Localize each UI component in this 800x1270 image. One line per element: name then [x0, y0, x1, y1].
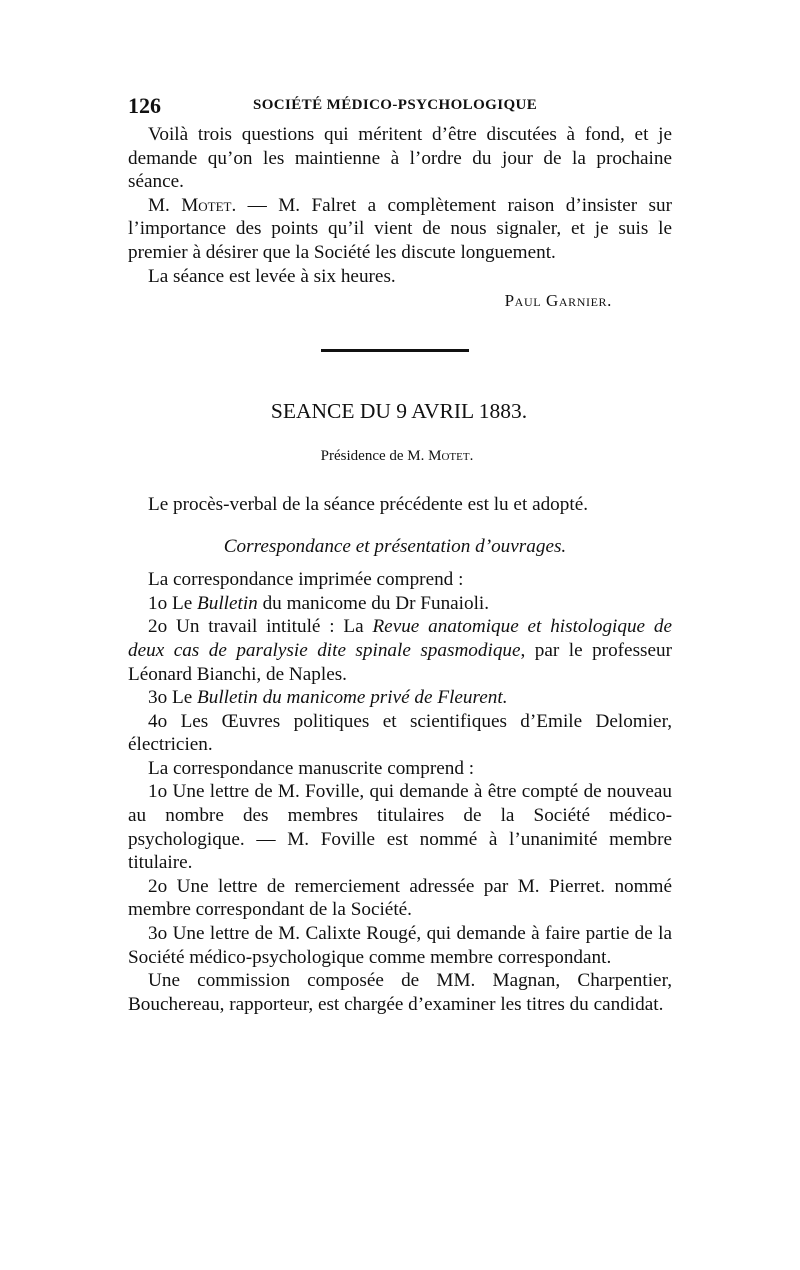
signature: Paul Garnier. — [504, 291, 612, 311]
manuscript-intro: La correspondance manuscrite comprend : — [148, 757, 475, 779]
printed-intro: La correspondance imprimée comprend : — [148, 569, 464, 591]
manuscript-item-2: 2o Une lettre de remerciement adressée par M. Pierret. nommé membre correspondant de la Société. — [128, 875, 672, 921]
printed-item-2-prefix: 2o Un travail intitulé : La — [148, 616, 373, 638]
printed-item-4: 4o Les Œuvres politiques et scientifiques d’Emile Delomier, électricien. — [128, 710, 672, 756]
commission-paragraph: Une commission composée de MM. Magnan, Charpentier, Bouchereau, rapporteur, est chargée d’examiner les titres du candidat. — [128, 970, 672, 1015]
spacer — [128, 469, 672, 493]
printed-item-1-suffix: du manicome du Dr Funaioli. — [257, 592, 490, 614]
paragraph-questions: Voilà trois questions qui méritent d’être discutées à fond, et je demande qu’on les maintienne à l’ordre du jour de la prochaine séance. — [128, 124, 672, 193]
manuscript-item-3: 3o Une lettre de M. Calixte Rougé, qui demande à faire partie de la Société médico-psychologique comme membre correspondant. — [128, 923, 672, 968]
printed-item-1 — [128, 592, 672, 616]
section-heading: Correspondance et présentation d’ouvrages. — [223, 535, 567, 557]
presidency-prefix: Présidence de M. — [320, 448, 429, 465]
book-page — [128, 93, 672, 1016]
manuscript-item-1: 1o Une lettre de M. Foville, qui demande à être compté de nouveau au nombre des membres titulaires de la Société médico-psychologique. — M. Foville est nommé à l’unanimité membre titulaire. — [128, 781, 672, 874]
running-title: SOCIÉTÉ MÉDICO-PSYCHOLOGIQUE — [253, 97, 538, 113]
presidency-line — [125, 445, 669, 469]
page-number: 126 — [128, 93, 161, 118]
printed-item-1-prefix: 1o Le — [148, 592, 198, 614]
section-divider — [321, 349, 469, 352]
president-name: Motet — [428, 448, 470, 465]
paragraph-motet-reply — [128, 194, 672, 265]
session-title: SEANCE DU 9 AVRIL 1883. — [270, 398, 528, 423]
paragraph-closing: La séance est levée à six heures. — [148, 265, 396, 287]
printed-item-2-suffix: , par le professeur Léonard Bianchi, de Naples. — [128, 639, 672, 685]
paragraph-minutes: Le procès-verbal de la séance précédente est lu et adopté. — [148, 493, 589, 515]
printed-item-3-prefix: 3o Le — [148, 687, 198, 709]
printed-item-3 — [128, 686, 672, 710]
presidency-suffix: . — [469, 448, 474, 465]
printed-item-2-title: Revue anatomique et histologique de deux cas de paralysie dite spinale spasmodique — [128, 616, 672, 661]
motet-reply-text: — M. Falret a complètement raison d’insister sur l’importance des points qu’il vient de nous signaler, et je suis le premier à désirer que la Société les discute longuement. — [128, 194, 672, 263]
printed-item-3-title: Bulletin du manicome privé de Fleurent. — [197, 687, 508, 709]
printed-item-1-title: Bulletin — [197, 592, 258, 614]
speaker-name: M. Motet. — [148, 194, 237, 216]
printed-item-2 — [128, 615, 672, 686]
running-header — [128, 93, 672, 123]
